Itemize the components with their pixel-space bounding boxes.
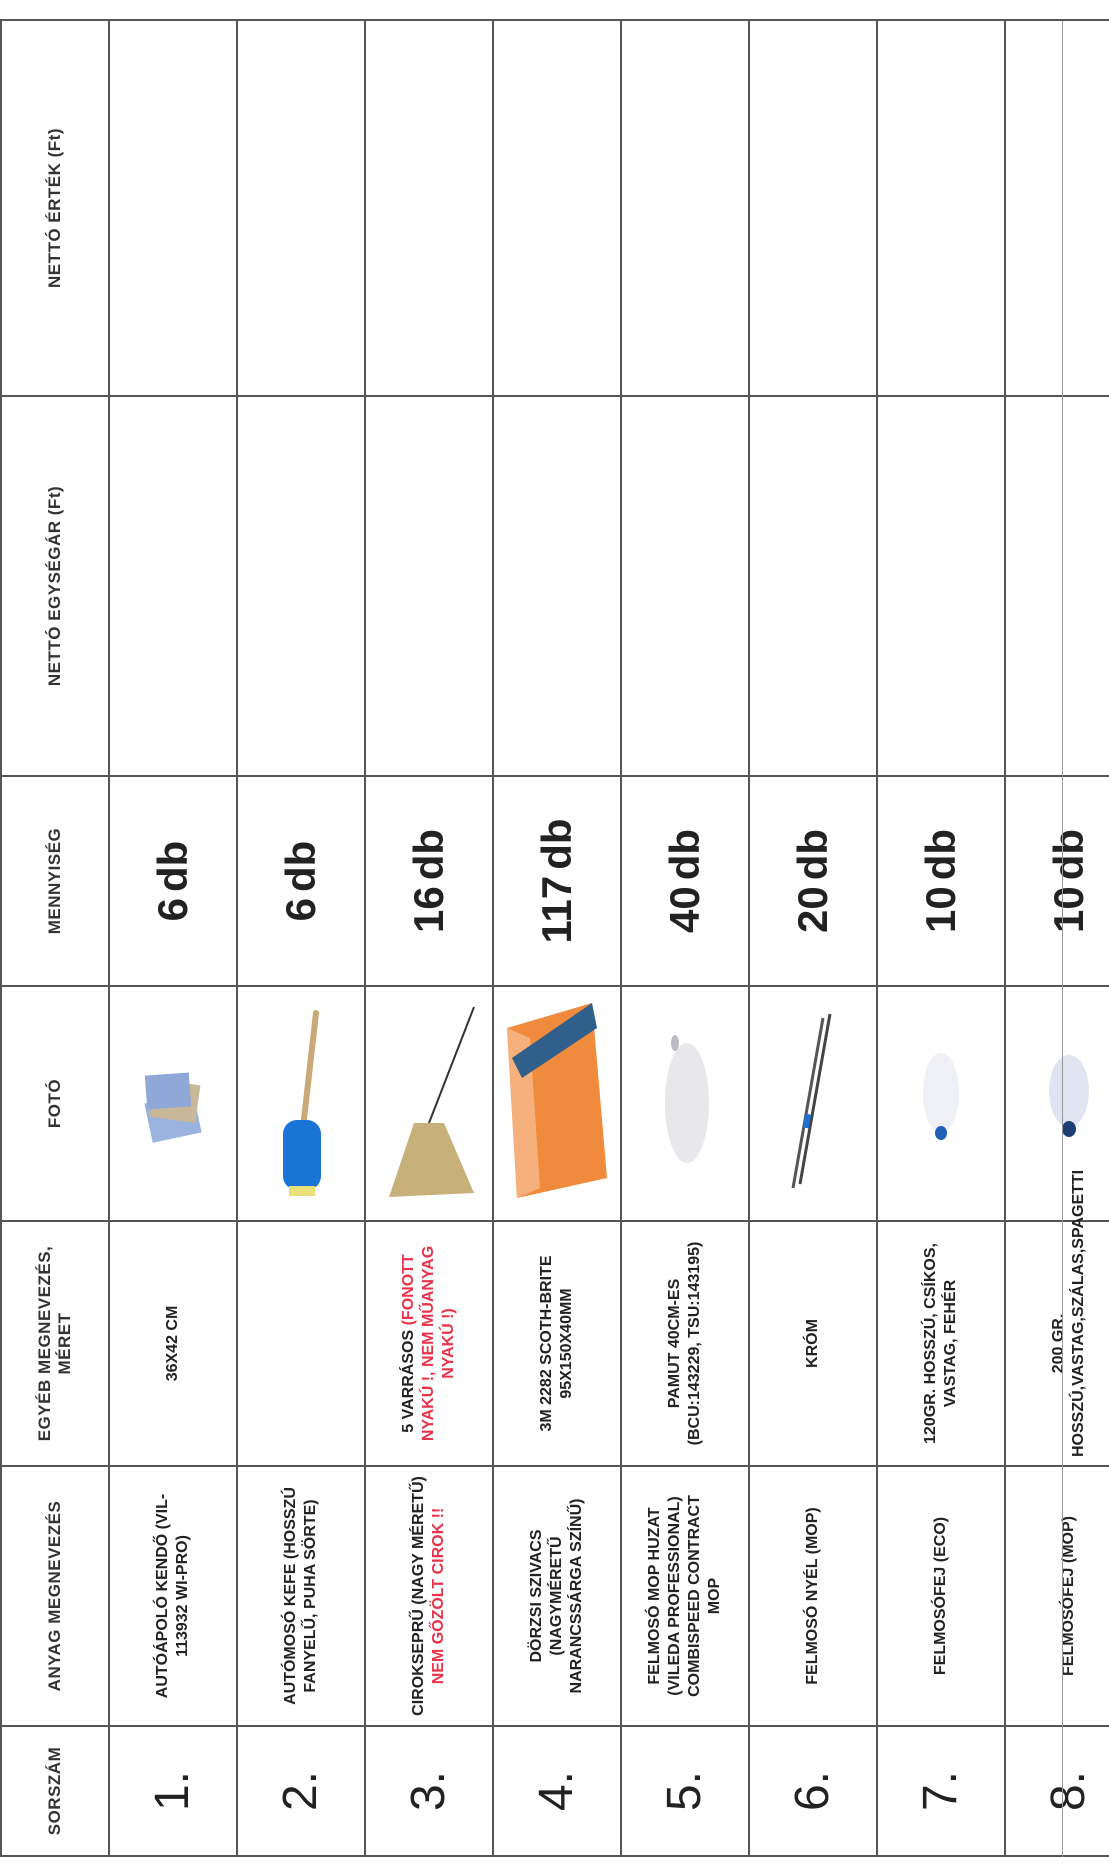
qty-unit: db <box>660 828 708 881</box>
row-number-text: 8. <box>1042 1770 1095 1812</box>
row-number <box>493 1726 621 1856</box>
item-photo <box>621 986 749 1221</box>
item-desc <box>365 1221 493 1466</box>
item-desc <box>109 1221 237 1466</box>
row-number <box>237 1726 365 1856</box>
item-name <box>877 1466 1005 1726</box>
product-table <box>0 19 1109 1857</box>
item-name-text: FELMOSÓ NYÉL (MOP) <box>804 1507 821 1685</box>
item-name-warning: NEM GŐZÖLT CIROK !! <box>430 1507 447 1685</box>
item-name-text: AUTÓMOSÓ KEFE (HOSSZÚ FANYELŰ, PUHA SÖRTE) <box>282 1487 319 1705</box>
item-quantity <box>493 776 621 986</box>
qty-unit: db <box>276 840 324 892</box>
unit-price-cell <box>1005 396 1109 776</box>
qty-value: 117 <box>532 875 580 944</box>
qty-unit: db <box>1044 828 1092 881</box>
row-number <box>749 1726 877 1856</box>
header-anyag: ANYAG MEGNEVEZÉS <box>1 1466 109 1726</box>
row-number <box>1005 1726 1109 1856</box>
item-desc-text: 36X42 CM <box>164 1305 181 1382</box>
net-value-cell <box>877 20 1005 396</box>
unit-price-cell <box>493 396 621 776</box>
item-desc <box>621 1221 749 1466</box>
item-desc <box>749 1221 877 1466</box>
unit-price-cell <box>749 396 877 776</box>
item-name <box>749 1466 877 1726</box>
item-photo <box>877 986 1005 1221</box>
header-row <box>1 20 109 1856</box>
table-body <box>109 20 1109 1856</box>
qty-value: 10 <box>1044 886 1092 934</box>
row-number <box>365 1726 493 1856</box>
qty-value: 6 <box>276 897 324 922</box>
unit-price-cell <box>109 396 237 776</box>
item-quantity <box>365 776 493 986</box>
table-row <box>877 20 1005 1856</box>
table-row <box>109 20 237 1856</box>
net-value-cell <box>237 20 365 396</box>
item-name-text: CIROKSEPRŰ (NAGY MÉRETŰ) <box>410 1476 427 1716</box>
unit-price-cell <box>621 396 749 776</box>
header-sorszam: SORSZÁM <box>1 1726 109 1856</box>
item-desc <box>493 1221 621 1466</box>
item-quantity <box>621 776 749 986</box>
item-name-text: FELMOSÓFEJ (ECO) <box>932 1516 949 1676</box>
item-photo <box>237 986 365 1221</box>
item-photo <box>1005 986 1109 1221</box>
broom-icon <box>374 1004 484 1204</box>
item-quantity <box>109 776 237 986</box>
row-number <box>109 1726 237 1856</box>
brush-icon <box>261 1009 341 1199</box>
row-number <box>877 1726 1005 1856</box>
item-quantity <box>877 776 1005 986</box>
header-ertek: NETTÓ ÉRTÉK (Ft) <box>1 20 109 396</box>
item-desc <box>877 1221 1005 1466</box>
unit-price-cell <box>877 396 1005 776</box>
item-desc-text: 120GR. HOSSZÚ, CSÍKOS, VASTAG, FEHÉR <box>922 1243 959 1444</box>
item-name-text: FELMOSÓFEJ (MOP) <box>1060 1516 1077 1676</box>
row-number-text: 4. <box>530 1770 583 1812</box>
item-name <box>1005 1466 1109 1726</box>
table-row <box>1005 20 1109 1856</box>
table-row <box>493 20 621 1856</box>
item-desc <box>1005 1169 1109 1466</box>
row-number-text: 3. <box>402 1770 455 1812</box>
table-row <box>621 20 749 1856</box>
header-egysegar: NETTÓ EGYSÉGÁR (Ft) <box>1 396 109 776</box>
item-name <box>365 1466 493 1726</box>
header-mennyiseg: MENNYISÉG <box>1 776 109 986</box>
unit-price-cell <box>237 396 365 776</box>
item-photo <box>365 986 493 1221</box>
unit-price-cell <box>365 396 493 776</box>
row-number-text: 7. <box>914 1770 967 1812</box>
row-number-text: 6. <box>786 1770 839 1812</box>
header-egyeb: EGYÉB MEGNEVEZÉS, MÉRET <box>1 1221 109 1466</box>
item-photo <box>109 986 237 1221</box>
item-name <box>109 1466 237 1726</box>
qty-value: 6 <box>148 897 196 922</box>
qty-value: 40 <box>660 886 708 934</box>
item-desc-warning: (FONOTT NYAKÚ !, NEM MŰANYAG NYAKÚ !) <box>400 1245 457 1442</box>
net-value-cell <box>749 20 877 396</box>
item-name <box>237 1466 365 1726</box>
net-value-cell <box>621 20 749 396</box>
row-number <box>621 1726 749 1856</box>
mop-handle-icon <box>778 1009 848 1199</box>
net-value-cell <box>109 20 237 396</box>
net-value-cell <box>365 20 493 396</box>
qty-unit: db <box>148 840 196 892</box>
mop-head-icon <box>906 1034 976 1174</box>
mop-head-icon <box>1034 1034 1104 1174</box>
item-quantity <box>749 776 877 986</box>
item-desc-text: 200 GR. HOSSZÚ,VASTAG,SZÁLAS,SPAGETTI <box>1050 1169 1087 1457</box>
item-desc-text: PAMUT 40CM-ES (BCU:143229, TSU:143195) <box>666 1241 703 1446</box>
qty-value: 20 <box>788 886 836 934</box>
qty-unit: db <box>404 828 452 881</box>
item-desc-text: 5 VARRÁSOS <box>400 1329 417 1433</box>
row-number-text: 5. <box>658 1770 711 1812</box>
item-desc <box>237 1221 365 1466</box>
table-row <box>749 20 877 1856</box>
item-name <box>493 1466 621 1726</box>
qty-value: 16 <box>404 886 452 934</box>
cloths-icon <box>138 1059 208 1149</box>
item-quantity <box>237 776 365 986</box>
sponge-icon <box>502 999 612 1209</box>
mop-cover-icon <box>645 1014 725 1194</box>
table-row <box>365 20 493 1856</box>
page-edge <box>1062 21 1063 1857</box>
qty-unit: db <box>916 828 964 881</box>
item-quantity <box>1005 776 1109 986</box>
net-value-cell <box>493 20 621 396</box>
row-number-text: 2. <box>274 1770 327 1812</box>
header-foto: FOTÓ <box>1 986 109 1221</box>
item-photo <box>493 986 621 1221</box>
item-name-text: DÖRZSI SZIVACS (NAGYMÉRETŰ NARANCSSÁRGA SZÍNŰ) <box>528 1498 585 1694</box>
item-photo <box>749 986 877 1221</box>
item-desc-text: 3M 2282 SCOTH-BRITE 95X150X40MM <box>538 1255 575 1432</box>
item-name-text: FELMOSÓ MOP HUZAT (VILEDA PROFESSIONAL) COMBISPEED CONTRACT MOP <box>646 1495 723 1697</box>
qty-value: 10 <box>916 886 964 934</box>
item-name-text: AUTÓÁPOLÓ KENDŐ (VIL-113932 WI-PRO) <box>154 1493 191 1699</box>
item-name <box>621 1466 749 1726</box>
table-row <box>237 20 365 1856</box>
item-desc-text: KRÓM <box>804 1319 821 1368</box>
qty-unit: db <box>532 818 580 870</box>
row-number-text: 1. <box>146 1770 199 1812</box>
qty-unit: db <box>788 828 836 881</box>
net-value-cell <box>1005 20 1109 396</box>
